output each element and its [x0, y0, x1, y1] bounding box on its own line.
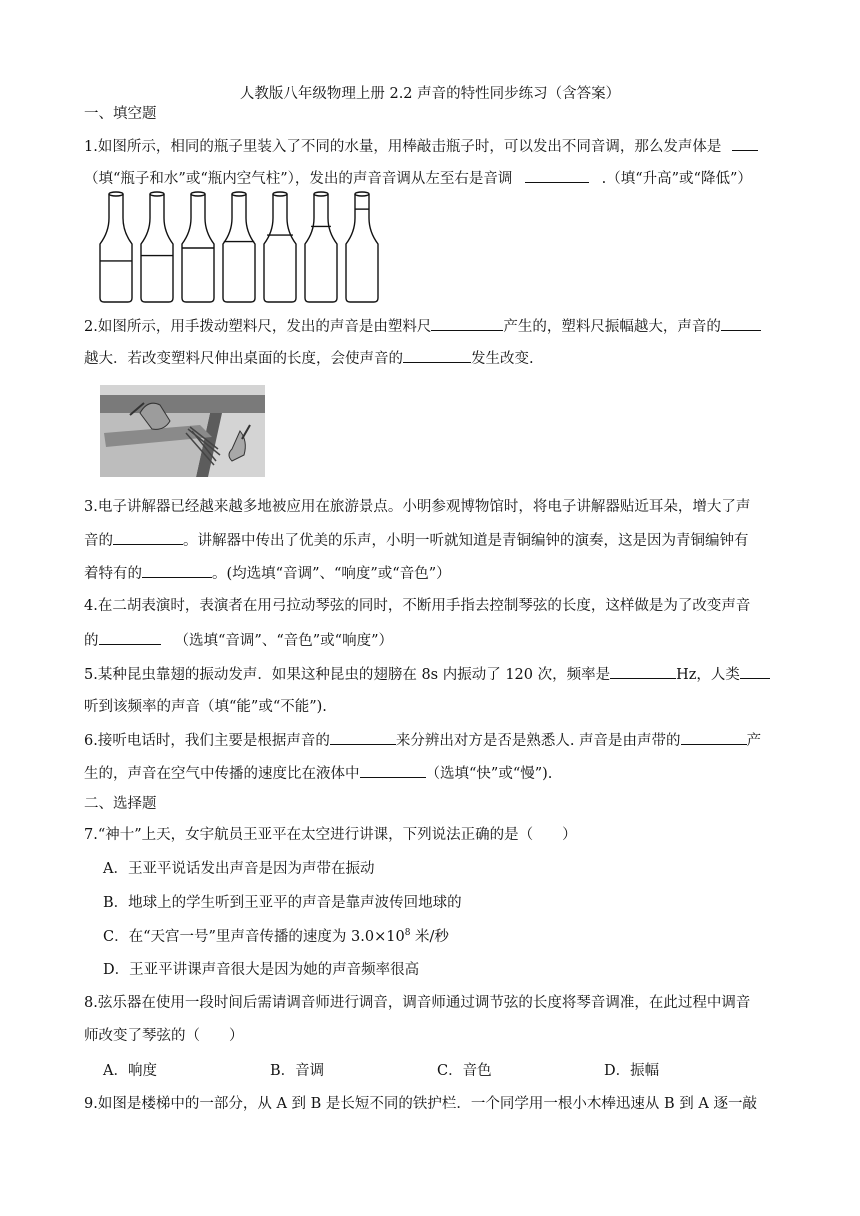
question-7-option-d[interactable]: D．王亚平讲课声音很大是因为她的声音频率很高 [103, 962, 420, 978]
answer-blank[interactable] [360, 763, 426, 778]
question-3-line-2 [84, 530, 749, 551]
bottle [264, 194, 296, 302]
question-6-text-b: 来分辨出对方是否是熟悉人. 声音是由声带的 [395, 733, 681, 749]
question-1-text-c: .（填“升高”或“降低”） [601, 171, 752, 187]
answer-blank[interactable] [403, 348, 471, 363]
question-2-text-d: 发生改变. [471, 351, 534, 367]
answer-blank[interactable] [740, 664, 770, 679]
question-7-option-c-text: C．在“天宫一号”里声音传播的速度为 3.0×10 [103, 929, 405, 945]
question-7-option-c-unit: 米/秒 [410, 929, 449, 945]
section-heading-fill-blank: 一、填空题 [84, 106, 157, 122]
question-1-text-a: 1.如图所示，相同的瓶子里装入了不同的水量，用棒敲击瓶子时，可以发出不同音调，那么发声体是 [84, 139, 722, 155]
question-8-option-b[interactable]: B．音调 [270, 1063, 325, 1079]
question-6-line-2 [84, 763, 552, 784]
question-5-text-a: 5.某种昆虫靠翅的振动发声．如果这种昆虫的翅膀在 8s 内振动了 120 次，频率是 [84, 667, 611, 683]
question-3-text-c: 着特有的 [84, 566, 142, 582]
ruler-desk-photo [100, 385, 265, 477]
bottle-mouth [355, 192, 369, 196]
bottle-mouth [191, 192, 205, 196]
question-2-line-1 [84, 316, 761, 337]
question-9-line-1: 9.如图是楼梯中的一部分，从 A 到 B 是长短不同的铁护栏．一个同学用一根小木棒迅速从 B 到 A 逐一敲 [84, 1096, 757, 1112]
bottle [305, 194, 337, 302]
question-6-text-c: 产 [746, 733, 762, 749]
question-6-line-1 [84, 730, 761, 751]
answer-blank[interactable] [732, 136, 758, 151]
question-4-text-a: 的 [84, 633, 99, 649]
bottle-mouth [150, 192, 164, 196]
question-7-option-c[interactable] [103, 927, 449, 947]
question-6-text-d: 生的，声音在空气中传播的速度比在液体中 [84, 766, 360, 782]
answer-blank[interactable] [431, 316, 503, 331]
bottle [100, 194, 132, 302]
question-3-line-3 [84, 563, 451, 584]
question-6-text-e: （选填“快”或“慢”). [425, 766, 553, 782]
question-3-text-a: 音的 [84, 533, 113, 549]
answer-blank[interactable] [525, 168, 589, 183]
answer-blank[interactable] [113, 530, 183, 545]
question-8-option-d[interactable]: D．振幅 [604, 1063, 660, 1079]
answer-blank[interactable] [721, 316, 761, 331]
bottles-figure [98, 190, 394, 306]
question-5-line-2: 听到该频率的声音（填“能”或“不能”). [84, 699, 327, 715]
page-title: 人教版八年级物理上册 2.2 声音的特性同步练习（含答案） [239, 86, 621, 102]
bottle-mouth [232, 192, 246, 196]
question-2-text-a: 2.如图所示，用手拨动塑料尺，发出的声音是由塑料尺 [84, 319, 432, 335]
question-4-line-2 [84, 630, 393, 651]
question-7-stem: 7.“神十”上天，女宇航员王亚平在太空进行讲课，下列说法正确的是（ ） [84, 827, 577, 843]
bottle [141, 194, 173, 302]
bottle-mouth [273, 192, 287, 196]
exponent: 8 [404, 928, 411, 939]
question-8-line-1: 8.弦乐器在使用一段时间后需请调音师进行调音，调音师通过调节弦的长度将琴音调准，在此过程中调音 [84, 995, 751, 1011]
question-5-text-b: Hz，人类 [676, 667, 740, 683]
bottle [346, 194, 378, 302]
question-4-line-1: 4.在二胡表演时，表演者在用弓拉动琴弦的同时，不断用手指去控制琴弦的长度，这样做是为了改变声音 [84, 598, 751, 614]
question-8-option-c[interactable]: C．音色 [437, 1063, 492, 1079]
bottle [223, 194, 255, 302]
question-8-option-a[interactable]: A．响度 [103, 1063, 157, 1079]
answer-blank[interactable] [99, 630, 161, 645]
answer-blank[interactable] [330, 730, 396, 745]
answer-blank[interactable] [142, 563, 212, 578]
question-1-line-1 [84, 136, 758, 157]
answer-blank[interactable] [681, 730, 747, 745]
bottle-mouth [109, 192, 123, 196]
section-heading-multiple-choice: 二、选择题 [84, 796, 157, 812]
question-3-line-1: 3.电子讲解器已经越来越多地被应用在旅游景点。小明参观博物馆时，将电子讲解器贴近耳朵，增大了声 [84, 499, 751, 515]
question-4-text-b: （选填“音调”、“音色”或“响度”） [174, 633, 393, 649]
question-5-line-1 [84, 664, 770, 685]
bottle-mouth [314, 192, 328, 196]
question-6-text-a: 6.接听电话时，我们主要是根据声音的 [84, 733, 330, 749]
question-2-line-2 [84, 348, 534, 369]
answer-blank[interactable] [610, 664, 676, 679]
question-3-text-b: 。讲解器中传出了优美的乐声，小明一听就知道是青铜编钟的演奏，这是因为青铜编钟有 [183, 533, 749, 549]
question-7-option-b[interactable]: B．地球上的学生听到王亚平的声音是靠声波传回地球的 [103, 895, 462, 911]
question-2-text-b: 产生的，塑料尺振幅越大，声音的 [503, 319, 721, 335]
question-7-option-a[interactable]: A．王亚平说话发出声音是因为声带在振动 [103, 861, 375, 877]
question-1-text-b: （填“瓶子和水”或“瓶内空气柱”），发出的声音音调从左至右是音调 [84, 171, 513, 187]
question-3-text-d: 。(均选填“音调”、“响度”或“音色”） [212, 566, 451, 582]
question-2-text-c: 越大．若改变塑料尺伸出桌面的长度，会使声音的 [84, 351, 403, 367]
question-1-line-2 [84, 168, 752, 189]
question-8-line-2: 师改变了琴弦的（ ） [84, 1028, 244, 1044]
